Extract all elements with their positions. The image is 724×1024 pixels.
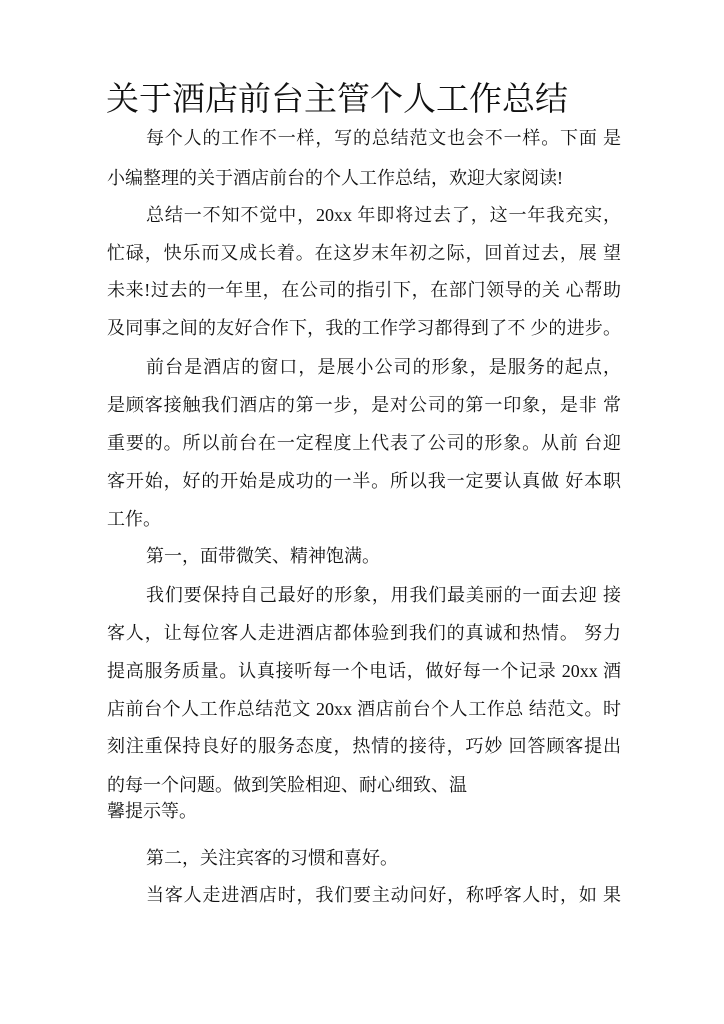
paragraph-line: 每个人的工作不一样，写的总结范文也会不一样。下面 是 <box>146 128 621 148</box>
paragraph-line: 重要的。所以前台在一定程度上代表了公司的形象。从前 台迎 <box>107 433 621 453</box>
document-title: 关于酒店前台主管个人工作总结 <box>106 82 568 118</box>
paragraph-line: 的每一个问题。做到笑脸相迎、耐心细致、温 <box>107 775 467 795</box>
paragraph-line: 工作。 <box>107 509 161 529</box>
paragraph-line: 店前台个人工作总结范文 20xx 酒店前台个人工作总 结范文。时 <box>107 699 621 719</box>
paragraph-line: 刻注重保持良好的服务态度，热情的接待，巧妙 回答顾客提出 <box>107 736 621 756</box>
paragraph-line: 提高服务质量。认真接听每一个电话，做好每一个记录 20xx 酒 <box>107 661 621 681</box>
paragraph-line: 我们要保持自己最好的形象，用我们最美丽的一面去迎 接 <box>146 585 621 605</box>
paragraph-line: 未来!过去的一年里，在公司的指引下，在部门领导的关 心帮助 <box>107 280 621 300</box>
paragraph-line: 及同事之间的友好合作下，我的工作学习都得到了不 少的进步。 <box>107 318 621 338</box>
paragraph-line: 总结一不知不觉中，20xx 年即将过去了，这一年我充实， <box>146 205 621 225</box>
paragraph-line: 忙碌，快乐而又成长着。在这岁末年初之际，回首过去，展 望 <box>107 243 621 263</box>
section-heading: 第二，关注宾客的习惯和喜好。 <box>146 848 398 868</box>
paragraph-line: 客开始，好的开始是成功的一半。所以我一定要认真做 好本职 <box>107 471 621 491</box>
paragraph-line: 馨提示等。 <box>107 801 197 821</box>
paragraph-line: 小编整理的关于酒店前台的个人工作总结，欢迎大家阅读! <box>107 168 563 188</box>
paragraph-line: 客人，让每位客人走进酒店都体验到我们的真诚和热情。 努力 <box>107 623 621 643</box>
section-heading: 第一，面带微笑、精神饱满。 <box>146 546 380 566</box>
paragraph-line: 前台是酒店的窗口，是展小公司的形象，是服务的起点， <box>146 357 621 377</box>
paragraph-line: 是顾客接触我们酒店的第一步，是对公司的第一印象，是非 常 <box>107 395 621 415</box>
paragraph-line: 当客人走进酒店时，我们要主动问好，称呼客人时，如 果 <box>146 885 621 905</box>
